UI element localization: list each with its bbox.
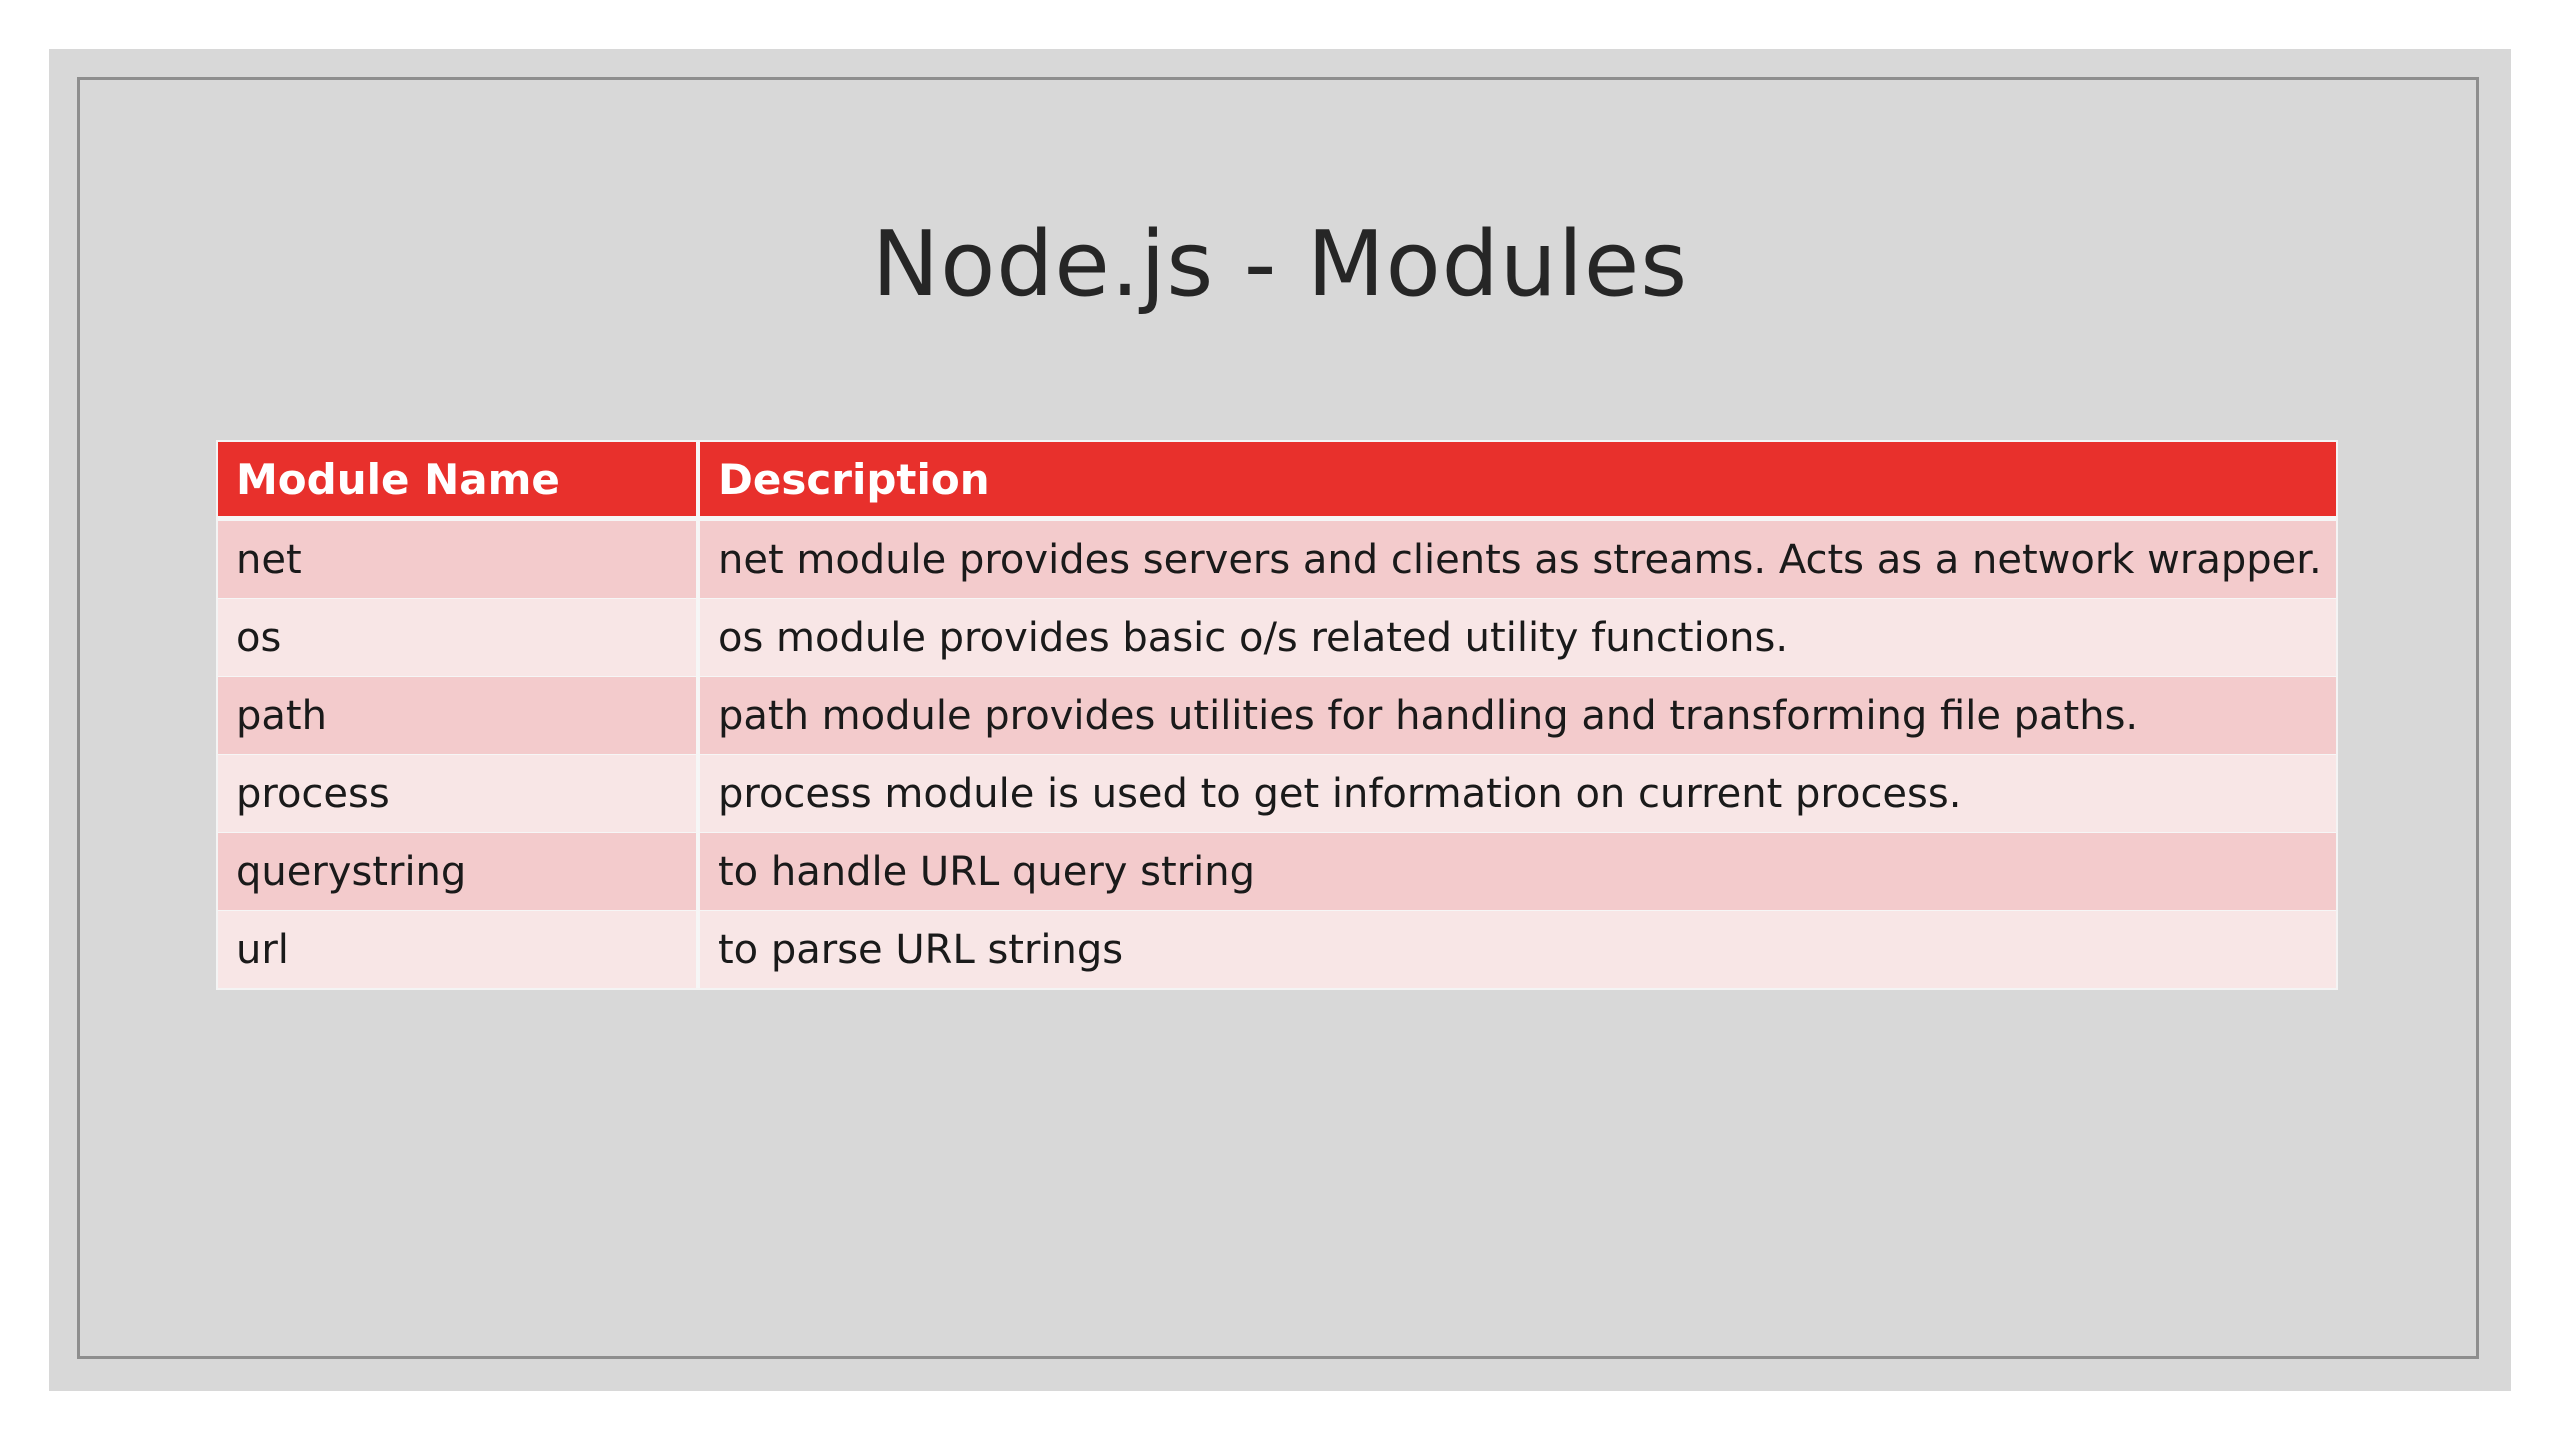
- header-description: Description: [698, 442, 2336, 519]
- modules-table: [216, 440, 2338, 990]
- module-description-cell: os module provides basic o/s related utility functions.: [698, 599, 2336, 677]
- module-name-cell: os: [218, 599, 698, 677]
- slide-title: Node.js - Modules: [871, 212, 1689, 317]
- table-row: [218, 519, 2336, 599]
- module-name-cell: url: [218, 911, 698, 989]
- module-description-cell: net module provides servers and clients as streams. Acts as a network wrapper.: [698, 519, 2336, 599]
- module-description-cell: to parse URL strings: [698, 911, 2336, 989]
- module-name-cell: process: [218, 755, 698, 833]
- table-row: [218, 677, 2336, 755]
- module-description-cell: process module is used to get information on current process.: [698, 755, 2336, 833]
- module-name-cell: net: [218, 519, 698, 599]
- table-row: [218, 755, 2336, 833]
- module-name-cell: path: [218, 677, 698, 755]
- header-module-name: Module Name: [218, 442, 698, 519]
- module-name-cell: querystring: [218, 833, 698, 911]
- module-description-cell: path module provides utilities for handling and transforming file paths.: [698, 677, 2336, 755]
- module-description-cell: to handle URL query string: [698, 833, 2336, 911]
- table-header-row: [218, 442, 2336, 519]
- table-row: [218, 911, 2336, 989]
- table-row: [218, 599, 2336, 677]
- table-row: [218, 833, 2336, 911]
